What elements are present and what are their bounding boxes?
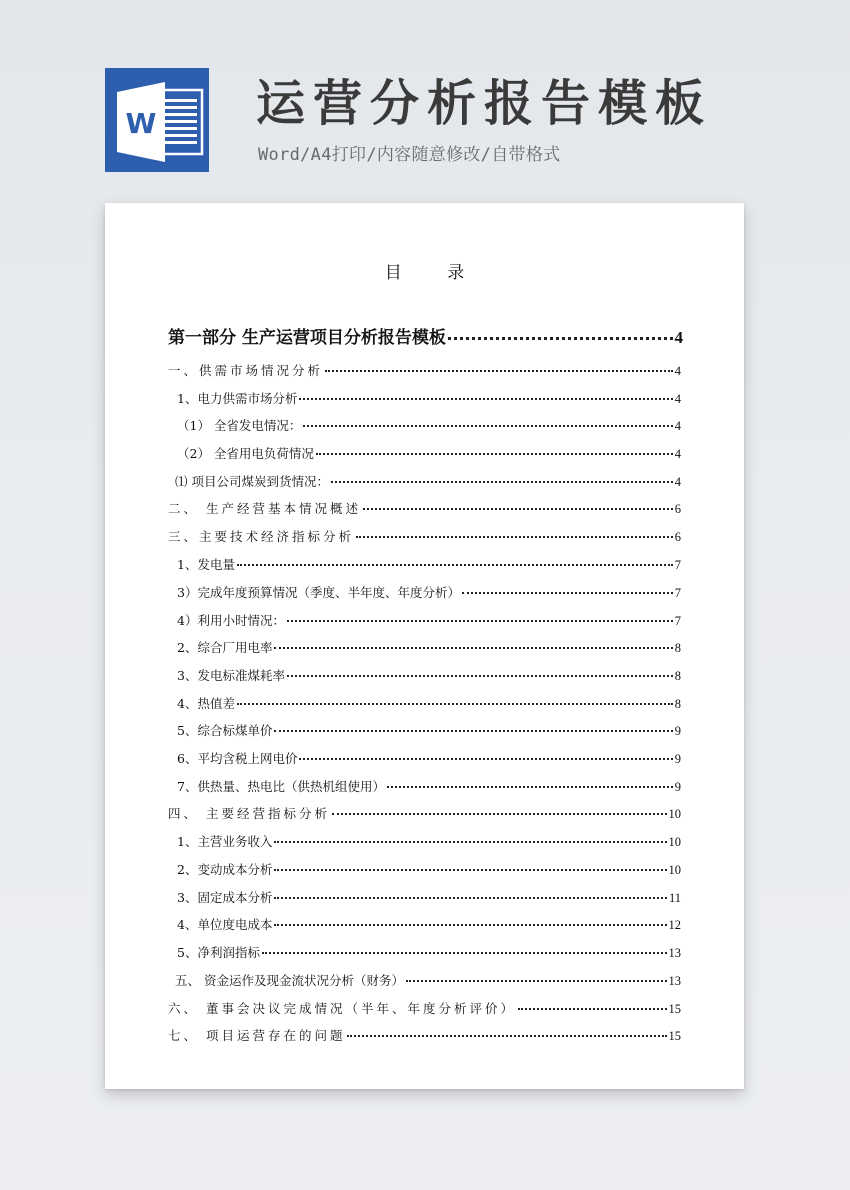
dot-leader xyxy=(462,592,673,594)
toc-entry-label: 七、 项目运营存在的问题 xyxy=(168,1028,346,1043)
toc-entry[interactable] xyxy=(177,777,681,795)
toc-entry-label: 三、主要技术经济指标分析 xyxy=(168,529,355,544)
dot-leader xyxy=(262,952,667,954)
toc-entry-label: 3）完成年度预算情况（季度、半年度、年度分析） xyxy=(177,585,460,600)
toc-entry-label: 2、综合厂用电率 xyxy=(177,640,273,655)
toc-page-number: 9 xyxy=(674,724,681,738)
dot-leader xyxy=(287,620,673,622)
dot-leader xyxy=(316,453,673,455)
dot-leader xyxy=(274,841,666,843)
toc-entry-label: 4）利用小时情况： xyxy=(177,613,285,628)
toc-page-number: 9 xyxy=(674,780,681,794)
toc-entry[interactable] xyxy=(177,915,681,933)
toc-entry[interactable] xyxy=(177,389,681,407)
toc-page-number: 4 xyxy=(674,392,681,406)
toc-page-number: 9 xyxy=(674,752,681,766)
toc-entry-label: 3、发电标准煤耗率 xyxy=(177,668,285,683)
toc-page-number: 10 xyxy=(668,835,681,849)
toc-entry[interactable] xyxy=(177,860,681,878)
svg-text:W: W xyxy=(125,107,157,140)
dot-leader xyxy=(274,647,672,649)
toc-page-number: 15 xyxy=(668,1029,681,1043)
dot-leader xyxy=(274,924,666,926)
toc-entry-label: 四、 主要经营指标分析 xyxy=(168,806,330,821)
toc-entry[interactable] xyxy=(177,416,681,434)
toc-entry-label: 第一部分 生产运营项目分析报告模板 xyxy=(168,328,446,348)
toc-entry[interactable] xyxy=(177,832,681,850)
dot-leader xyxy=(274,730,672,732)
toc-page-number: 8 xyxy=(674,697,681,711)
toc-entry[interactable] xyxy=(177,583,681,601)
toc-entry[interactable] xyxy=(177,749,681,767)
toc-entry-label: 7、供热量、热电比（供热机组使用） xyxy=(177,779,385,794)
toc-entry[interactable] xyxy=(177,555,681,573)
toc-page-number: 6 xyxy=(674,530,681,544)
toc-entry[interactable] xyxy=(177,943,681,961)
toc-entry-label: 4、热值差 xyxy=(177,696,235,711)
dot-leader xyxy=(406,980,667,982)
toc-entry-label: 5、净利润指标 xyxy=(177,945,260,960)
toc-entry-label: ⑴ 项目公司煤炭到货情况： xyxy=(175,474,329,489)
dot-leader xyxy=(325,370,673,372)
toc-entry[interactable] xyxy=(177,694,681,712)
toc-entry[interactable] xyxy=(177,638,681,656)
dot-leader xyxy=(237,703,673,705)
toc-entry[interactable] xyxy=(177,721,681,739)
toc-entry-label: 2、变动成本分析 xyxy=(177,862,273,877)
toc-page-number: 4 xyxy=(674,447,681,461)
dot-leader xyxy=(299,758,672,760)
toc-entry-label: （1） 全省发电情况： xyxy=(177,418,302,433)
dot-leader xyxy=(518,1008,667,1010)
template-header xyxy=(0,0,850,200)
dot-leader xyxy=(287,675,673,677)
document-page xyxy=(105,203,744,1089)
toc-entry[interactable] xyxy=(168,1026,681,1044)
toc-page-number: 12 xyxy=(668,918,681,932)
dot-leader xyxy=(299,398,672,400)
dot-leader xyxy=(356,536,673,538)
toc-page-number: 8 xyxy=(674,641,681,655)
toc-entry[interactable] xyxy=(177,611,681,629)
toc-page-number: 4 xyxy=(674,419,681,433)
word-document-icon xyxy=(105,68,209,172)
toc-page-number: 4 xyxy=(674,475,681,489)
dot-leader xyxy=(274,869,666,871)
toc-entry[interactable] xyxy=(175,971,681,989)
template-title: 运营分析报告模板 xyxy=(256,75,713,132)
toc-page-number: 13 xyxy=(668,946,681,960)
toc-page-number: 7 xyxy=(674,614,681,628)
dot-leader xyxy=(237,564,673,566)
toc-entry-label: 六、 董事会决议完成情况（半年、年度分析评价） xyxy=(168,1001,516,1016)
toc-entry-label: 3、固定成本分析 xyxy=(177,890,273,905)
toc-entry[interactable] xyxy=(168,527,681,545)
dot-leader xyxy=(274,897,666,899)
toc-entry-label: 4、单位度电成本 xyxy=(177,917,273,932)
dot-leader xyxy=(363,508,673,510)
toc-page-number: 7 xyxy=(674,586,681,600)
toc-entry-label: 二、 生产经营基本情况概述 xyxy=(168,501,361,516)
toc-entry-label: 5、综合标煤单价 xyxy=(177,723,273,738)
toc-page-number: 11 xyxy=(668,891,681,905)
dot-leader xyxy=(387,786,673,788)
dot-leader xyxy=(303,425,672,427)
toc-entry[interactable] xyxy=(168,323,683,348)
toc-title: 目 录 xyxy=(384,263,485,283)
toc-entry[interactable] xyxy=(177,888,681,906)
toc-page-number: 4 xyxy=(674,328,683,347)
toc-entry[interactable] xyxy=(168,499,681,517)
toc-page-number: 10 xyxy=(668,863,681,877)
toc-entry-label: （2） 全省用电负荷情况 xyxy=(177,446,314,461)
toc-page-number: 10 xyxy=(668,807,681,821)
dot-leader xyxy=(331,481,673,483)
toc-entry-label: 1、主营业务收入 xyxy=(177,834,273,849)
toc-entry[interactable] xyxy=(177,444,681,462)
toc-page-number: 8 xyxy=(674,669,681,683)
toc-page-number: 13 xyxy=(668,974,681,988)
template-subtitle: Word/A4打印/内容随意修改/自带格式 xyxy=(258,145,561,165)
dot-leader xyxy=(448,337,673,340)
toc-page-number: 4 xyxy=(674,364,681,378)
toc-page-number: 15 xyxy=(668,1002,681,1016)
toc-entry-label: 五、 资金运作及现金流状况分析（财务） xyxy=(175,973,404,988)
toc-page-number: 7 xyxy=(674,558,681,572)
toc-entry[interactable] xyxy=(168,361,681,379)
toc-entry-label: 1、发电量 xyxy=(177,557,235,572)
toc-entry[interactable] xyxy=(175,472,681,490)
toc-entry[interactable] xyxy=(168,999,681,1017)
dot-leader xyxy=(332,813,667,815)
dot-leader xyxy=(347,1035,666,1037)
toc-entry-label: 6、平均含税上网电价 xyxy=(177,751,298,766)
toc-entry[interactable] xyxy=(177,666,681,684)
toc-entry-label: 一、供需市场情况分析 xyxy=(168,363,324,378)
toc-entry-label: 1、电力供需市场分析 xyxy=(177,391,298,406)
toc-page-number: 6 xyxy=(674,502,681,516)
toc-entry[interactable] xyxy=(168,804,681,822)
